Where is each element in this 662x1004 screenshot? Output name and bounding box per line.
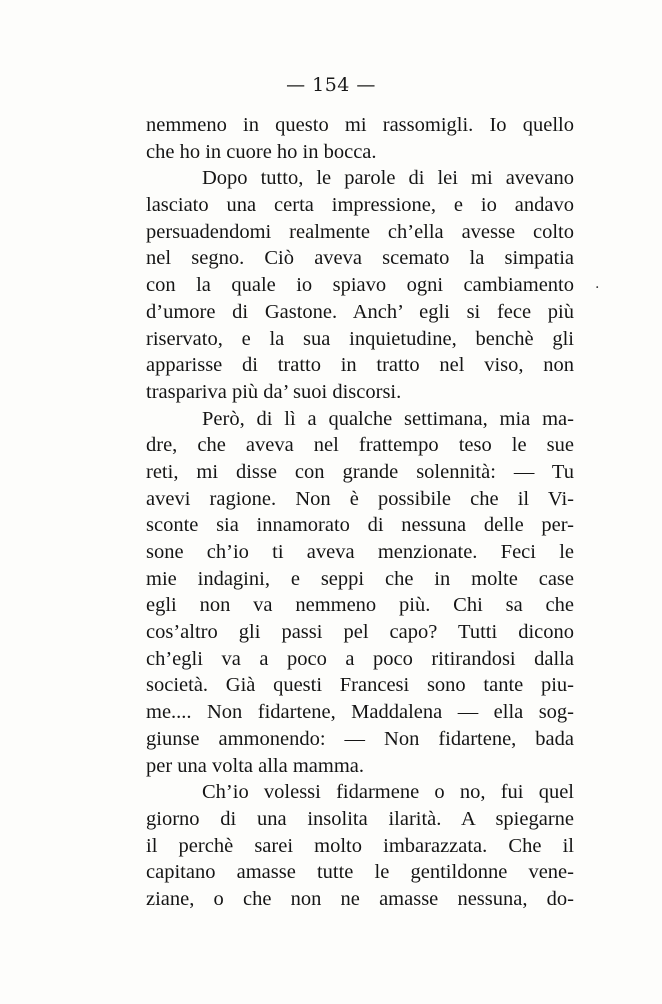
text-line: riservato, e la sua inquietudine, benchè gli xyxy=(146,327,574,350)
text-line: cos’altro gli passi pel capo? Tutti dicono xyxy=(146,621,574,644)
text-line: giunse ammonendo: — Non fidartene, bada xyxy=(146,727,574,750)
text-line: Dopo tutto, le parole di lei mi avevano xyxy=(202,167,574,190)
text-line: con la quale io spiavo ogni cambiamento xyxy=(146,274,574,297)
text-line: me.... Non fidartene, Maddalena — ella sog- xyxy=(146,701,574,724)
text-line: traspariva più da’ suoi discorsi. xyxy=(146,380,402,403)
text-line: dre, che aveva nel frattempo teso le sue xyxy=(146,434,574,457)
text-line: società. Già questi Francesi sono tante piu- xyxy=(146,674,574,697)
text-line: ziane, o che non ne amasse nessuna, do- xyxy=(146,887,574,910)
text-line: apparisse di tratto in tratto nel viso, non xyxy=(146,354,574,377)
text-line: lasciato una certa impressione, e io andavo xyxy=(146,194,574,217)
text-line: che ho in cuore ho in bocca. xyxy=(146,140,377,163)
text-line: d’umore di Gastone. Anch’ egli si fece più xyxy=(146,300,574,323)
text-line: nel segno. Ciò aveva scemato la simpatia xyxy=(146,247,574,270)
text-line: avevi ragione. Non è possibile che il Vi- xyxy=(146,487,574,510)
text-line: persuadendomi realmente ch’ella avesse colto xyxy=(146,220,574,243)
text-line: reti, mi disse con grande solennità: — Tu xyxy=(146,460,574,483)
stray-ink-mark: . xyxy=(595,276,600,292)
text-line: ch’egli va a poco a poco ritirandosi dalla xyxy=(146,647,574,670)
text-line: il perchè sarei molto imbarazzata. Che il xyxy=(146,834,574,857)
text-line: capitano amasse tutte le gentildonne vene- xyxy=(146,861,574,884)
text-line: egli non va nemmeno più. Chi sa che xyxy=(146,594,574,617)
text-line: mie indagini, e seppi che in molte case xyxy=(146,567,574,590)
text-line: nemmeno in questo mi rassomigli. Io quello xyxy=(146,114,574,136)
text-line: Ch’io volessi fidarmene o no, fui quel xyxy=(202,781,574,804)
text-line: Però, di lì a qualche settimana, mia ma- xyxy=(202,407,574,430)
text-line: sone ch’io ti aveva menzionate. Feci le xyxy=(146,541,574,563)
body-text xyxy=(146,112,574,913)
page-number: — 154 — xyxy=(286,74,376,96)
text-line: sconte sia innamorato di nessuna delle per- xyxy=(146,514,574,537)
text-line: per una volta alla mamma. xyxy=(146,754,365,777)
text-line: giorno di una insolita ilarità. A spiegarne xyxy=(146,807,574,830)
